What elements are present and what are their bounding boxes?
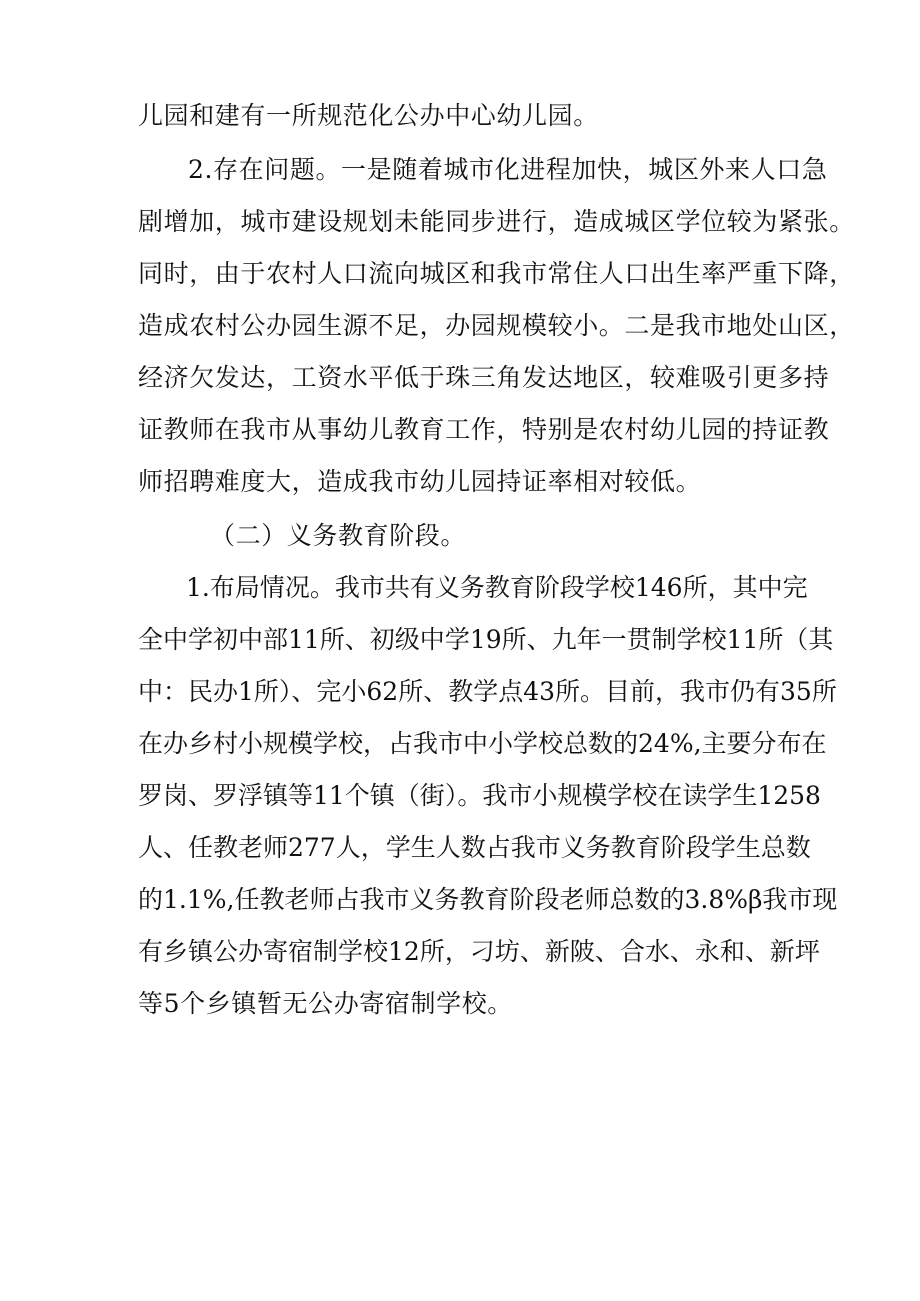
layout-paragraph-line-9: 等5个乡镇暂无公办寄宿制学校。 bbox=[138, 989, 513, 1018]
problem-paragraph-line-2: 剧增加，城市建设规划未能同步进行，造成城区学位较为紧张。 bbox=[138, 207, 855, 236]
problem-paragraph-line-6: 证教师在我市从事幼儿教育工作，特别是农村幼儿园的持证教 bbox=[138, 415, 830, 444]
layout-paragraph-line-1: 1.布局情况。我市共有义务教育阶段学校146所，其中完 bbox=[186, 573, 808, 602]
layout-paragraph-line-2: 全中学初中部11所、初级中学19所、九年一贯制学校11所（其 bbox=[138, 625, 834, 654]
section-heading-compulsory-education: （二）义务教育阶段。 bbox=[210, 521, 467, 550]
layout-paragraph-line-7: 的1.1%,任教老师占我市义务教育阶段老师总数的3.8%β我市现 bbox=[138, 885, 838, 914]
paragraph-line-1: 儿园和建有一所规范化公办中心幼儿园。 bbox=[138, 101, 599, 130]
layout-paragraph-line-5: 罗岗、罗浮镇等11个镇（街）。我市小规模学校在读学生1258 bbox=[138, 781, 821, 810]
layout-paragraph-line-4: 在办乡村小规模学校，占我市中小学校总数的24%,主要分布在 bbox=[138, 729, 827, 758]
problem-paragraph-line-3: 同时，由于农村人口流向城区和我市常住人口出生率严重下降， bbox=[138, 259, 855, 288]
problem-paragraph-line-4: 造成农村公办园生源不足，办园规模较小。二是我市地处山区， bbox=[138, 311, 855, 340]
layout-paragraph-line-8: 有乡镇公办寄宿制学校12所，刁坊、新陂、合水、永和、新坪 bbox=[138, 937, 820, 966]
problem-paragraph-line-1: 2.存在问题。一是随着城市化进程加快，城区外来人口急 bbox=[188, 155, 828, 184]
layout-paragraph-line-6: 人、任教老师277人，学生人数占我市义务教育阶段学生总数 bbox=[138, 833, 811, 862]
problem-paragraph-line-7: 师招聘难度大，造成我市幼儿园持证率相对较低。 bbox=[138, 467, 702, 496]
layout-paragraph-line-3: 中：民办1所）、完小62所、教学点43所。目前，我市仍有35所 bbox=[138, 677, 837, 706]
problem-paragraph-line-5: 经济欠发达，工资水平低于珠三角发达地区，较难吸引更多持 bbox=[138, 363, 830, 392]
